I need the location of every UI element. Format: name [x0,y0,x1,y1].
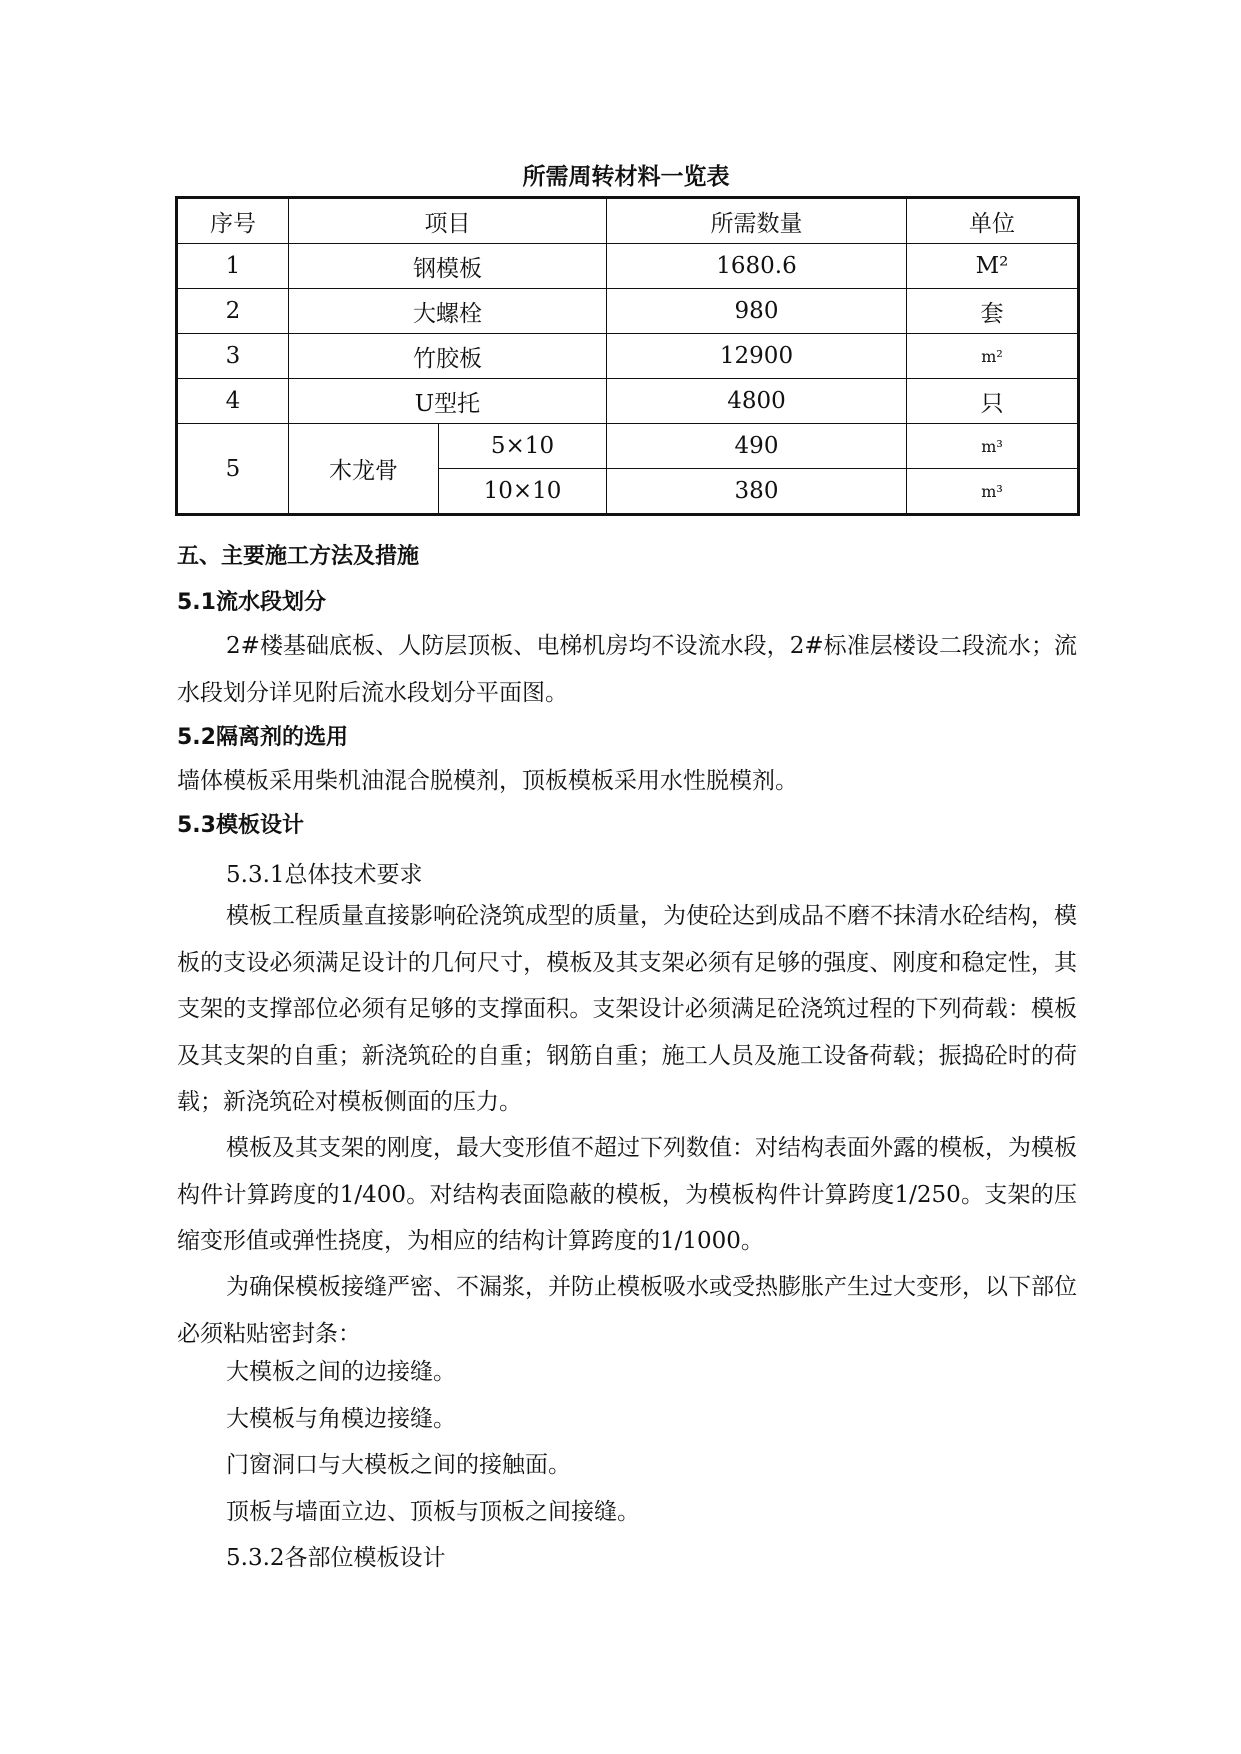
unit: m³ [907,469,1079,515]
subsection-heading: 5.3模板设计 [177,813,304,838]
item-name: U型托 [289,379,607,424]
quantity: 1680.6 [607,244,907,289]
item-name: 钢模板 [289,244,607,289]
list-item: 大模板之间的边接缝。 [226,1359,456,1385]
subsection-heading: 5.2隔离剂的选用 [177,725,348,750]
paragraph: 模板工程质量直接影响砼浇筑成型的质量，为使砼达到成品不磨不抹清水砼结构，模板的支设必须满足设计的几何尺寸，模板及其支架必须有足够的强度、刚度和稳定性，其支架的支撑部位必须有足够的支撑面积。支架设计必须满足砼浇筑过程的下列荷载：模板及其支架的自重；新浇筑砼的自重；钢筋自重；施工人员及施工设备荷载；振捣砼时的荷载；新浇筑砼对模板侧面的压力。 [177,903,1077,1115]
item-name: 竹胶板 [289,334,607,379]
quantity: 12900 [607,334,907,379]
list-item: 大模板与角模边接缝。 [226,1406,456,1432]
table-row [177,244,1079,289]
header-cell: 所需数量 [607,198,907,244]
item-name: 大螺栓 [289,289,607,334]
list-item: 顶板与墙面立边、顶板与顶板之间接缝。 [226,1499,640,1525]
table-header-row [177,198,1079,244]
paragraph: 墙体模板采用柴机油混合脱模剂，顶板模板采用水性脱模剂。 [177,768,798,794]
header-cell: 单位 [907,198,1079,244]
paragraph: 2#楼基础底板、人防层顶板、电梯机房均不设流水段，2#标准层楼设二段流水；流水段划分详见附后流水段划分平面图。 [177,633,1077,706]
unit: m³ [907,424,1079,469]
row-number: 3 [177,334,289,379]
row-number: 4 [177,379,289,424]
unit: 套 [907,289,1079,334]
table-title: 所需周转材料一览表 [522,164,730,190]
unit: 只 [907,379,1079,424]
quantity: 490 [607,424,907,469]
sub-subsection-heading: 5.3.2各部位模板设计 [226,1545,446,1571]
table-row [177,424,1079,469]
list-item: 门窗洞口与大模板之间的接触面。 [226,1452,571,1478]
item-spec: 5×10 [439,424,607,469]
table-row [177,334,1079,379]
paragraph: 模板及其支架的刚度，最大变形值不超过下列数值：对结构表面外露的模板，为模板构件计算跨度的1/400。对结构表面隐蔽的模板，为模板构件计算跨度1/250。支架的压缩变形值或弹性挠度，为相应的结构计算跨度的1/1000。 [177,1135,1077,1254]
row-number: 1 [177,244,289,289]
row-number: 2 [177,289,289,334]
header-cell: 项目 [289,198,607,244]
table-row [177,289,1079,334]
quantity: 380 [607,469,907,515]
section-heading: 五、主要施工方法及措施 [177,544,420,569]
materials-table [175,196,1080,516]
subsection-heading: 5.1流水段划分 [177,590,326,615]
header-cell: 序号 [177,198,289,244]
unit: M² [907,244,1079,289]
unit: m² [907,334,1079,379]
item-spec: 10×10 [439,469,607,515]
paragraph: 为确保模板接缝严密、不漏浆，并防止模板吸水或受热膨胀产生过大变形，以下部位必须粘贴密封条： [177,1274,1077,1347]
table-row [177,379,1079,424]
quantity: 980 [607,289,907,334]
quantity: 4800 [607,379,907,424]
row-number: 5 [177,424,289,515]
sub-subsection-heading: 5.3.1总体技术要求 [226,862,423,888]
item-name: 木龙骨 [289,424,439,515]
